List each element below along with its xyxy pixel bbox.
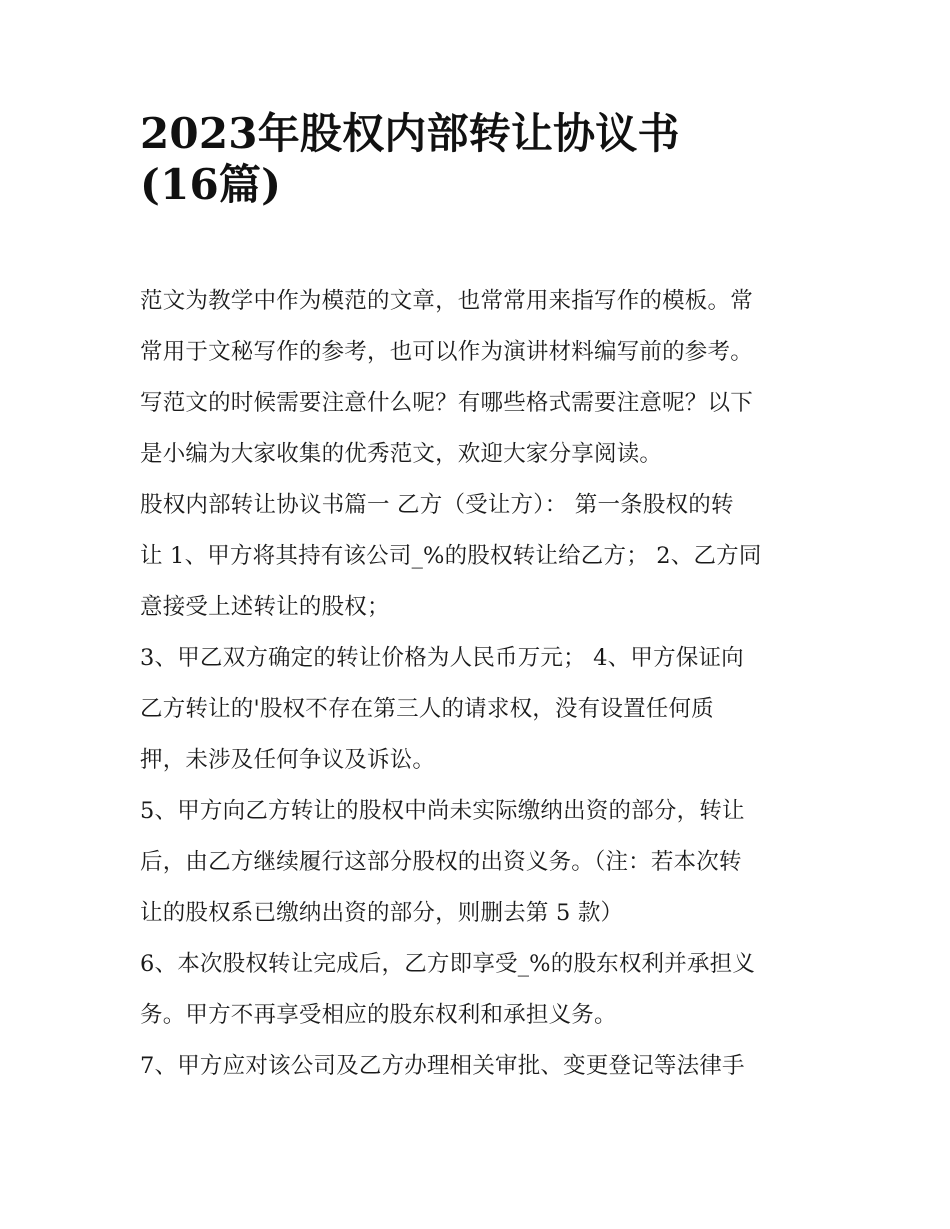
body-line: 是小编为大家收集的优秀范文，欢迎大家分享阅读。 (140, 441, 663, 467)
body-line: 6、本次股权转让完成后，乙方即享受_%的股东权利并承担义 (140, 951, 756, 977)
body-line: 后，由乙方继续履行这部分股权的出资义务。（注：若本次转 (140, 849, 742, 875)
body-line: 7、甲方应对该公司及乙方办理相关审批、变更登记等法律手 (140, 1053, 745, 1079)
body-line: 3、甲乙双方确定的转让价格为人民币万元； 4、甲方保证向 (140, 645, 744, 671)
body-line: 让的股权系已缴纳出资的部分，则删去第 5 款） (140, 900, 624, 926)
body-line: 范文为教学中作为模范的文章，也常常用来指写作的模板。常 (140, 288, 753, 314)
body-line: 务。甲方不再享受相应的股东权利和承担义务。 (140, 1002, 617, 1028)
document-title (140, 108, 820, 210)
body-line: 常用于文秘写作的参考，也可以作为演讲材料编写前的参考。 (140, 339, 753, 365)
document-body (140, 276, 820, 1092)
title-line: (16篇) (140, 160, 282, 209)
body-line: 5、甲方向乙方转让的股权中尚未实际缴纳出资的部分，转让 (140, 798, 745, 824)
body-line: 意接受上述转让的股权； (140, 594, 390, 620)
body-line: 股权内部转让协议书篇一 乙方（受让方）： 第一条股权的转 (140, 492, 734, 518)
title-line: 2023年股权内部转让协议书 (140, 109, 680, 158)
body-line: 乙方转让的'股权不存在第三人的请求权，没有设置任何质 (140, 696, 714, 722)
body-line: 写范文的时候需要注意什么呢？有哪些格式需要注意呢？以下 (140, 390, 753, 416)
body-line: 让 1、甲方将其持有该公司_%的股权转让给乙方； 2、乙方同 (140, 543, 762, 569)
body-line: 押，未涉及任何争议及诉讼。 (140, 747, 436, 773)
